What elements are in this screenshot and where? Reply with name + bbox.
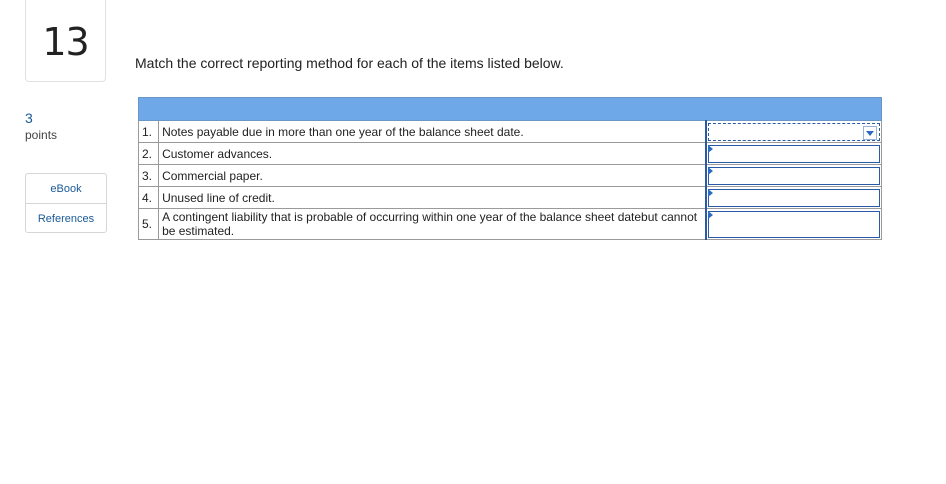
question-prompt: Match the correct reporting method for each of the items listed below.: [135, 55, 564, 71]
table-header: [139, 98, 882, 121]
table-row: [139, 121, 882, 143]
references-button[interactable]: References: [26, 203, 106, 233]
item-number: 3.: [139, 165, 159, 187]
answer-dropdown-2[interactable]: [708, 145, 880, 163]
question-number: 13: [42, 19, 89, 64]
item-text: Commercial paper.: [159, 165, 706, 187]
item-number: 2.: [139, 143, 159, 165]
table-header-row: [139, 98, 882, 121]
chevron-down-icon[interactable]: [863, 126, 877, 140]
answer-cell: [706, 187, 882, 209]
matching-table: [138, 97, 882, 240]
answer-cell: [706, 143, 882, 165]
table-row: [139, 209, 882, 240]
answer-dropdown-4[interactable]: [708, 189, 880, 207]
table-row: [139, 165, 882, 187]
item-number: 5.: [139, 209, 159, 240]
marker-arrow-icon: [708, 211, 713, 219]
answer-cell: [706, 209, 882, 240]
question-number-box: [25, 0, 106, 82]
answer-dropdown-3[interactable]: [708, 167, 880, 185]
marker-arrow-icon: [708, 167, 713, 175]
item-text: Unused line of credit.: [159, 187, 706, 209]
ebook-button[interactable]: eBook: [50, 182, 82, 195]
marker-arrow-icon: [708, 145, 713, 153]
item-text: Customer advances.: [159, 143, 706, 165]
answer-dropdown-5[interactable]: [708, 211, 880, 238]
points-value: 3: [25, 110, 33, 126]
item-number: 4.: [139, 187, 159, 209]
answer-cell: [706, 165, 882, 187]
item-text: A contingent liability that is probable of occurring within one year of the balance sheet datebut cannot be estimated.: [159, 209, 706, 240]
item-number: 1.: [139, 121, 159, 143]
item-text: Notes payable due in more than one year of the balance sheet date.: [159, 121, 706, 143]
points-label: points: [25, 128, 58, 142]
table-row: [139, 187, 882, 209]
table-row: [139, 143, 882, 165]
resources-panel: [25, 173, 107, 233]
answer-dropdown-1[interactable]: [708, 123, 880, 141]
answer-cell: [706, 121, 882, 143]
marker-arrow-icon: [708, 189, 713, 197]
